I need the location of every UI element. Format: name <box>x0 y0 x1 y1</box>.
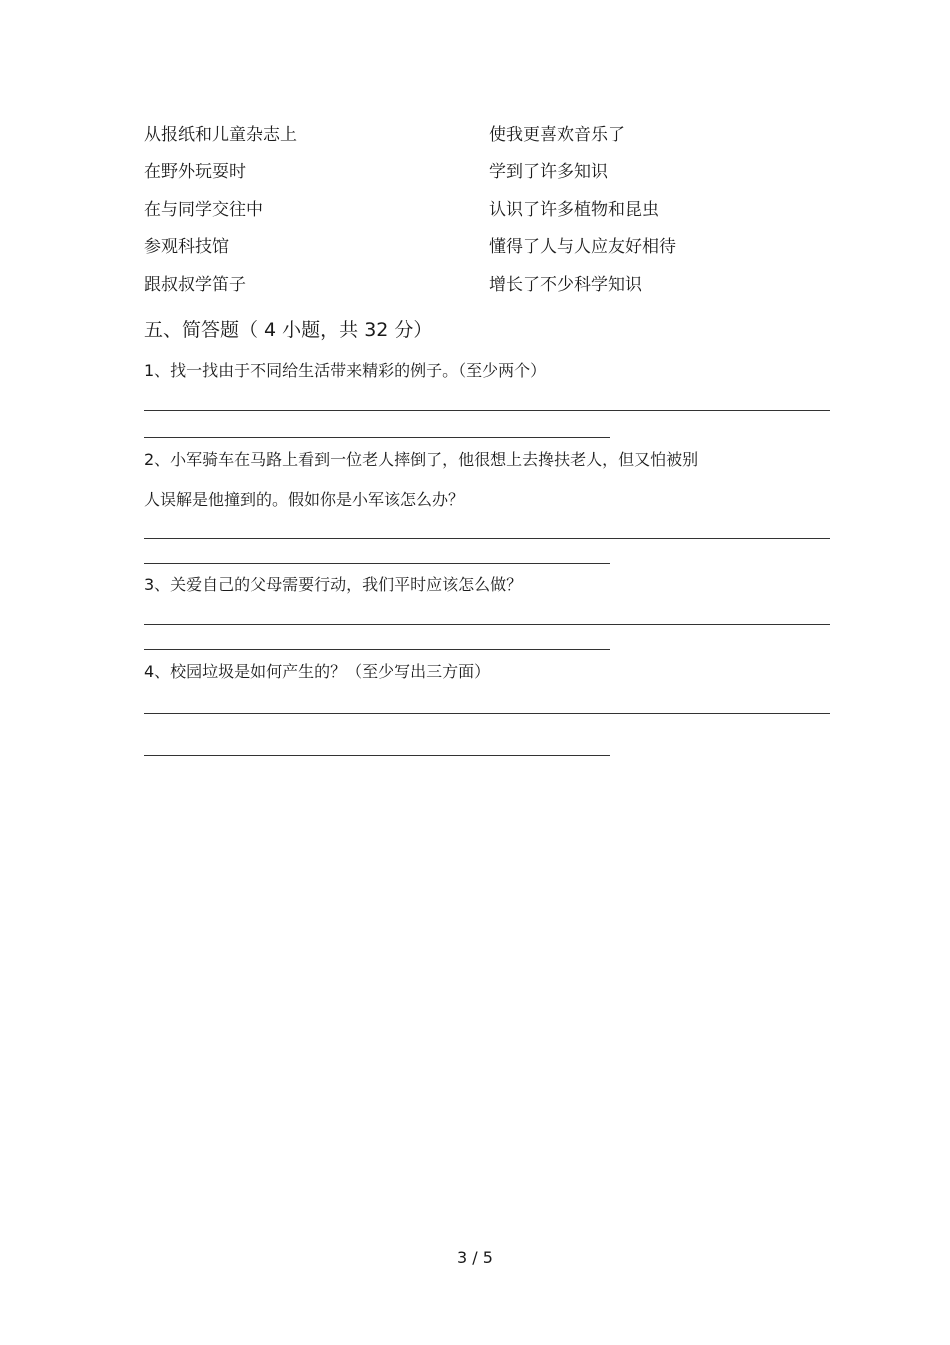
matching-row <box>0 157 950 187</box>
answer-line[interactable] <box>144 649 610 650</box>
answer-line[interactable] <box>144 437 610 438</box>
answer-line[interactable] <box>144 713 830 714</box>
matching-right-item: 认识了许多植物和昆虫 <box>489 200 659 220</box>
answer-line[interactable] <box>144 755 610 756</box>
question-3: 3、关爱自己的父母需要行动，我们平时应该怎么做？ <box>144 575 523 594</box>
answer-line[interactable] <box>144 410 830 411</box>
question-4: 4、校园垃圾是如何产生的？（至少写出三方面） <box>144 662 491 681</box>
answer-line[interactable] <box>144 624 830 625</box>
answer-line[interactable] <box>144 563 610 564</box>
section-title: 五、简答题（ 4 小题，共 32 分） <box>144 319 433 341</box>
matching-row <box>0 270 950 300</box>
matching-row <box>0 120 950 150</box>
matching-row <box>0 195 950 225</box>
question-2-line-2: 人误解是他撞到的。假如你是小军该怎么办？ <box>144 490 465 509</box>
matching-right-item: 懂得了人与人应友好相待 <box>489 237 676 257</box>
matching-right-item: 学到了许多知识 <box>489 162 608 182</box>
matching-row <box>0 232 950 262</box>
matching-left-item: 跟叔叔学笛子 <box>144 275 246 295</box>
question-2-line-1: 2、小军骑车在马路上看到一位老人摔倒了，他很想上去搀扶老人，但又怕被别 <box>144 450 699 469</box>
matching-right-item: 增长了不少科学知识 <box>489 275 642 295</box>
matching-left-item: 从报纸和儿童杂志上 <box>144 125 297 145</box>
matching-left-item: 在与同学交往中 <box>144 200 263 220</box>
matching-right-item: 使我更喜欢音乐了 <box>489 125 625 145</box>
question-1: 1、找一找由于不同给生活带来精彩的例子。（至少两个） <box>144 361 547 380</box>
page-number: 3 / 5 <box>457 1248 493 1267</box>
matching-left-item: 在野外玩耍时 <box>144 162 246 182</box>
matching-left-item: 参观科技馆 <box>144 237 229 257</box>
answer-line[interactable] <box>144 538 830 539</box>
